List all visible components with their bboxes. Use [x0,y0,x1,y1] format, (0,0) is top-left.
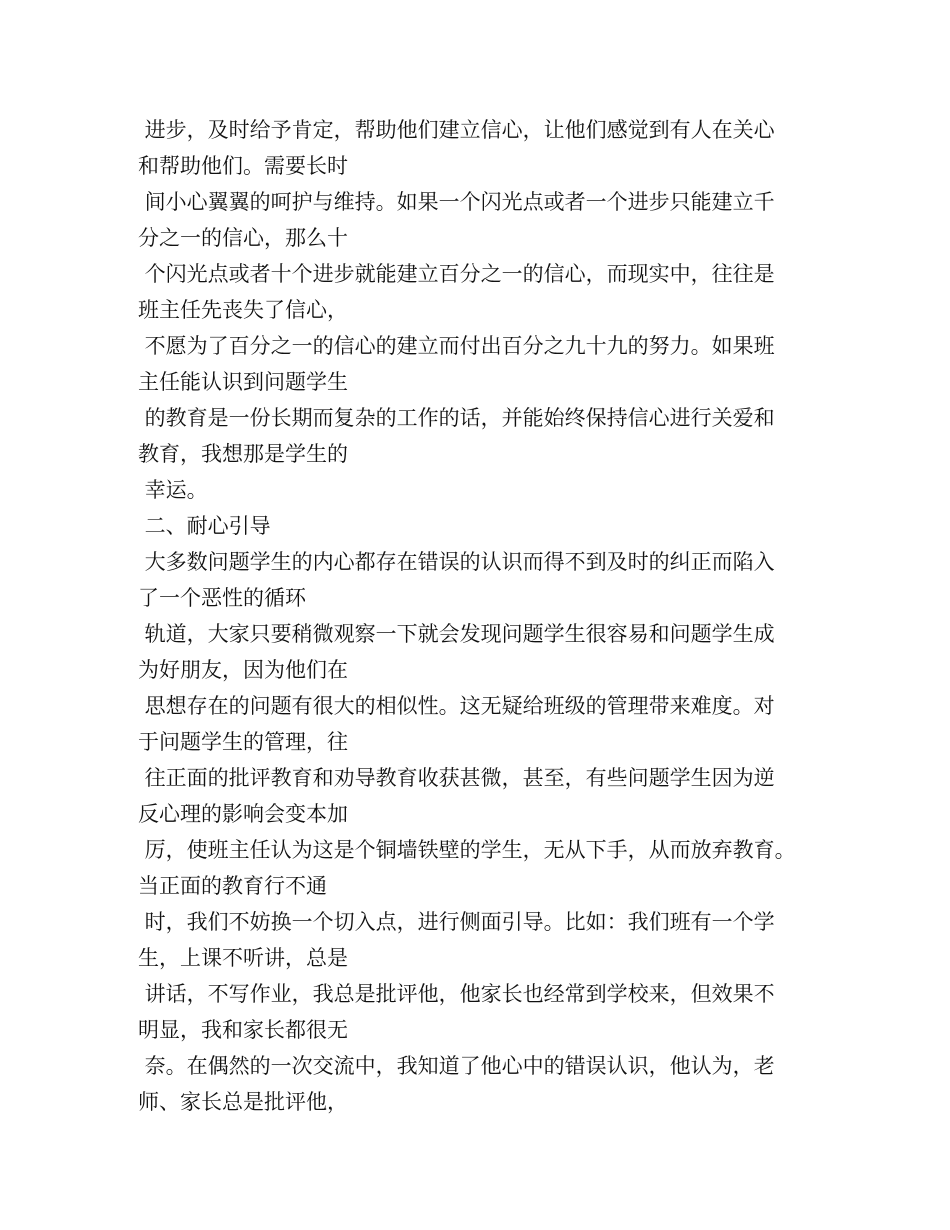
text-line: 大多数问题学生的内心都存在错误的认识而得不到及时的纠正而陷入 [138,550,775,574]
text-line: 轨道，大家只要稍微观察一下就会发现问题学生很容易和问题学生成 [138,622,775,646]
text-line: 师、家长总是批评他， [138,1090,348,1114]
text-line: 幸运。 [138,478,208,502]
text-line: 分之一的信心，那么十 [138,226,348,250]
text-line: 思想存在的问题有很大的相似性。这无疑给班级的管理带来难度。对 [138,694,775,718]
text-line: 班主任先丧失了信心， [138,298,348,322]
section-heading: 二、耐心引导 [138,514,271,538]
text-line: 的教育是一份长期而复杂的工作的话，并能始终保持信心进行关爱和 [138,406,775,430]
text-line: 奈。在偶然的一次交流中，我知道了他心中的错误认识，他认为，老 [138,1054,775,1078]
text-line: 主任能认识到问题学生 [138,370,348,394]
text-line: 讲话，不写作业，我总是批评他，他家长也经常到学校来，但效果不 [138,982,775,1006]
text-line: 个闪光点或者十个进步就能建立百分之一的信心，而现实中，往往是 [138,262,775,286]
text-line: 厉，使班主任认为这是个铜墙铁壁的学生，无从下手，从而放弃教育。 [138,838,796,862]
text-line: 间小心翼翼的呵护与维持。如果一个闪光点或者一个进步只能建立千 [138,190,775,214]
text-line: 时，我们不妨换一个切入点，进行侧面引导。比如：我们班有一个学 [138,910,775,934]
text-line: 进步，及时给予肯定，帮助他们建立信心，让他们感觉到有人在关心 [138,118,775,142]
text-line: 为好朋友，因为他们在 [138,658,348,682]
document-body [138,112,818,1120]
text-line: 和帮助他们。需要长时 [138,154,348,178]
text-line: 了一个恶性的循环 [138,586,306,610]
text-line: 当正面的教育行不通 [138,874,327,898]
text-line: 明显，我和家长都很无 [138,1018,348,1042]
text-line: 不愿为了百分之一的信心的建立而付出百分之九十九的努力。如果班 [138,334,775,358]
text-line: 于问题学生的管理，往 [138,730,348,754]
text-line: 往正面的批评教育和劝导教育收获甚微，甚至，有些问题学生因为逆 [138,766,775,790]
text-line: 生，上课不听讲，总是 [138,946,348,970]
text-line: 反心理的影响会变本加 [138,802,348,826]
text-line: 教育，我想那是学生的 [138,442,348,466]
